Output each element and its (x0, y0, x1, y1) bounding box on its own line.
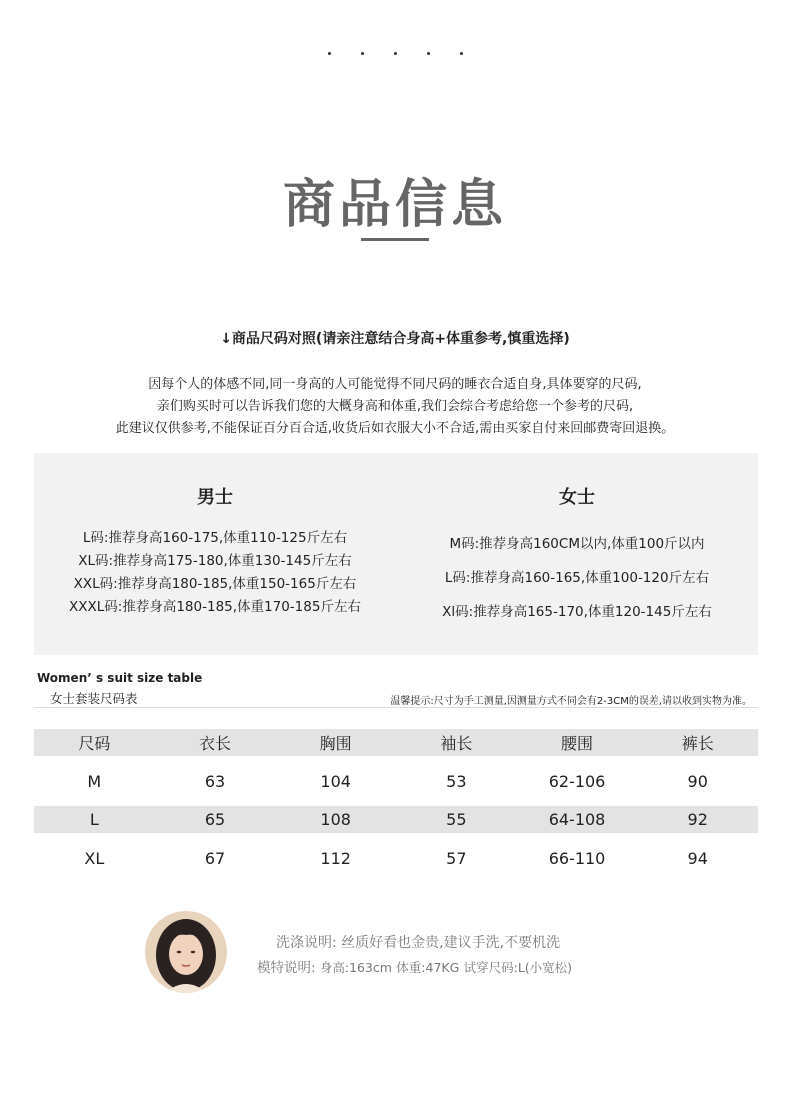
page-title: 商品信息 (282, 175, 507, 235)
divider (34, 707, 758, 708)
table-header-row (34, 729, 758, 756)
column-header: 尺码 (78, 734, 111, 753)
table-title-chinese: 女士套装尺码表 (50, 691, 138, 706)
table-cell: 65 (204, 810, 226, 829)
table-cell: M (87, 771, 102, 791)
table-cell: 92 (687, 810, 708, 829)
height-value: 163cm (349, 960, 392, 975)
column-header: 裤长 (681, 734, 714, 753)
size-recommendation-panel (34, 453, 758, 655)
men-column (34, 453, 396, 619)
model-avatar (145, 911, 227, 993)
title-underline (361, 238, 429, 241)
size-table (34, 729, 758, 883)
table-cell: 94 (687, 848, 708, 868)
table-cell: 66-110 (548, 848, 606, 868)
size-chart-heading: ↓商品尺码对照(请亲注意结合身高+体重参考,慎重选择) (220, 331, 570, 347)
wash-instructions (276, 932, 560, 952)
table-cell: 55 (446, 810, 467, 829)
women-size-line: M码:推荐身高160CM以内,体重100斤以内 (449, 536, 705, 552)
intro-text (0, 374, 790, 440)
measurement-tip: 温馨提示:尺寸为手工测量,因测量方式不同会有2-3CM的误差,请以收到实物为准。 (390, 696, 752, 707)
table-cell: 57 (446, 848, 467, 868)
table-row (34, 833, 758, 883)
men-size-line: XL码:推荐身高175-180,体重130-145斤左右 (78, 553, 352, 569)
weight-label: 体重: (396, 960, 426, 975)
wash-text: 丝质好看也金贵,建议手洗,不要机洗 (341, 935, 561, 951)
decorative-dots (0, 40, 790, 59)
table-cell: 104 (320, 771, 351, 791)
intro-line: 因每个人的体感不同,同一身高的人可能觉得不同尺码的睡衣合适自身,具体要穿的尺码, (148, 377, 642, 392)
trial-size-label: 试穿尺码: (463, 960, 518, 975)
wash-label: 洗涤说明: (276, 935, 337, 951)
intro-line: 亲们购买时可以告诉我们您的大概身高和体重,我们会综合考虑给您一个参考的尺码, (156, 399, 634, 414)
table-cell: L (89, 810, 99, 829)
table-row (34, 806, 758, 833)
table-cell: 90 (687, 771, 708, 791)
table-cell: 67 (204, 848, 226, 868)
table-title-english: Women’ s suit size table (37, 671, 203, 685)
men-heading: 男士 (197, 487, 233, 508)
table-cell: 108 (320, 810, 351, 829)
column-header: 袖长 (440, 734, 473, 753)
women-heading: 女士 (559, 487, 595, 508)
table-cell: 62-106 (548, 771, 606, 791)
women-column (396, 453, 758, 629)
column-header: 衣长 (199, 734, 232, 753)
weight-value: 47KG (425, 960, 460, 975)
women-size-line: L码:推荐身高160-165,体重100-120斤左右 (444, 570, 710, 586)
men-size-line: XXXL码:推荐身高180-185,体重170-185斤左右 (69, 599, 361, 615)
table-cell: 64-108 (548, 810, 606, 829)
column-header: 胸围 (319, 734, 352, 753)
men-size-line: XXL码:推荐身高180-185,体重150-165斤左右 (73, 576, 357, 592)
women-size-line: Xl码:推荐身高165-170,体重120-145斤左右 (442, 604, 712, 620)
men-size-line: L码:推荐身高160-175,体重110-125斤左右 (82, 530, 348, 546)
table-cell: 63 (204, 771, 226, 791)
table-cell: XL (84, 848, 105, 868)
table-cell: 53 (446, 771, 467, 791)
table-cell: 112 (320, 848, 351, 868)
model-info (257, 956, 572, 976)
intro-line: 此建议仅供参考,不能保证百分百合适,收货后如衣服大小不合适,需由买家自付来回邮费寄回退换。 (115, 421, 675, 436)
column-header: 腰围 (561, 734, 594, 753)
model-label: 模特说明: (257, 960, 316, 976)
trial-size-value: L(小宽松) (517, 960, 573, 975)
height-label: 身高: (319, 960, 350, 975)
table-row (34, 756, 758, 806)
